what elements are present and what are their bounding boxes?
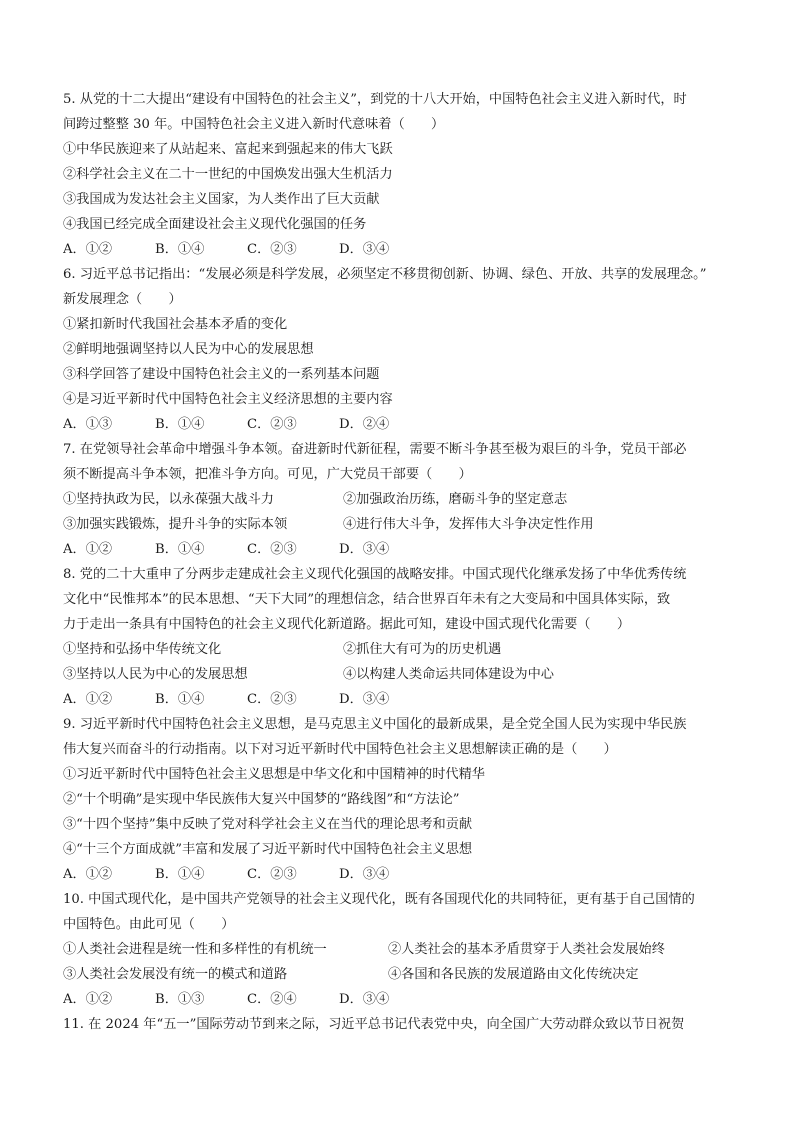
statement: ④以构建人类命运共同体建设为中心	[343, 667, 554, 682]
question-stem: 5. 从党的十二大提出“建设有中国特色的社会主义”，到党的十八大开始，中国特色社会主义进入新时代，时	[63, 92, 687, 107]
statement-row	[63, 487, 740, 512]
option-b: B．①④	[155, 867, 205, 882]
exam-page	[63, 87, 740, 1037]
statement: ①坚持执政为民，以永葆强大战斗力	[63, 492, 274, 507]
statement: ②人类社会的基本矛盾贯穿于人类社会发展始终	[388, 942, 665, 957]
statement: ③加强实践锻炼，提升斗争的实际本领	[63, 517, 288, 532]
answer-options	[63, 237, 740, 262]
option-c: C．②③	[247, 867, 297, 882]
statement: ②抓住大有可为的历史机遇	[343, 642, 502, 657]
statement: ④各国和各民族的发展道路由文化传统决定	[388, 967, 639, 982]
statement-row	[63, 962, 740, 987]
option-d: D．③④	[339, 542, 390, 557]
question-9	[63, 712, 740, 887]
question-stem: 间跨过整整 30 年。中国特色社会主义进入新时代意味着（ ）	[63, 117, 445, 132]
question-11	[63, 1012, 740, 1037]
question-stem: 8. 党的二十大重申了分两步走建成社会主义现代化强国的战略安排。中国式现代化继承发扬了中华优秀传统	[63, 567, 687, 582]
option-b: B．①④	[155, 242, 205, 257]
option-c: C．②④	[247, 992, 297, 1007]
statement: ①紧扣新时代我国社会基本矛盾的变化	[63, 317, 288, 332]
question-stem: 新发展理念（ ）	[63, 292, 182, 307]
option-d: D．②④	[339, 417, 390, 432]
statement-row	[63, 937, 740, 962]
question-stem: 文化中“民惟邦本”的民本思想、“天下大同”的理想信念，结合世界百年未有之大变局和中国具体实际，致	[63, 592, 671, 607]
option-c: C．②③	[247, 692, 297, 707]
statement: ④进行伟大斗争，发挥伟大斗争决定性作用	[343, 517, 594, 532]
answer-options	[63, 687, 740, 712]
answer-options	[63, 987, 740, 1012]
option-b: B．①④	[155, 417, 205, 432]
statement: ②加强政治历练，磨砺斗争的坚定意志	[343, 492, 568, 507]
question-stem: 10. 中国式现代化，是中国共产党领导的社会主义现代化，既有各国现代化的共同特征，更有基于自己国情的	[63, 892, 695, 907]
question-8	[63, 562, 740, 712]
option-b: B．①④	[155, 692, 205, 707]
statement: ③科学回答了建设中国特色社会主义的一系列基本问题	[63, 367, 380, 382]
option-d: D．③④	[339, 867, 390, 882]
option-c: C．②③	[247, 242, 297, 257]
statement-row	[63, 637, 740, 662]
question-stem: 9. 习近平新时代中国特色社会主义思想，是马克思主义中国化的最新成果，是全党全国人民为实现中华民族	[63, 717, 687, 732]
statement: ②“十个明确”是实现中华民族伟大复兴中国梦的“路线图”和“方法论”	[63, 792, 460, 807]
statement: ①中华民族迎来了从站起来、富起来到强起来的伟大飞跃	[63, 142, 393, 157]
question-stem: 力于走出一条具有中国特色的社会主义现代化新道路。据此可知，建设中国式现代化需要（ ）	[63, 617, 631, 632]
option-b: B．①③	[155, 992, 205, 1007]
option-a: A．①②	[63, 542, 113, 557]
question-stem: 7. 在党领导社会革命中增强斗争本领。奋进新时代新征程，需要不断斗争甚至极为艰巨的斗争，党员干部必	[63, 442, 687, 457]
question-stem: 11. 在 2024 年“五一”国际劳动节到来之际，习近平总书记代表党中央，向全国广大劳动群众致以节日祝贺	[63, 1017, 685, 1032]
option-a: A．①②	[63, 867, 113, 882]
question-7	[63, 437, 740, 562]
question-stem: 须不断提高斗争本领，把准斗争方向。可见，广大党员干部要（ ）	[63, 467, 472, 482]
option-b: B．①④	[155, 542, 205, 557]
question-stem: 6. 习近平总书记指出：“发展必须是科学发展，必须坚定不移贯彻创新、协调、绿色、开放、共享的发展理念。”	[63, 267, 707, 282]
statement: ③坚持以人民为中心的发展思想	[63, 667, 248, 682]
statement: ①习近平新时代中国特色社会主义思想是中华文化和中国精神的时代精华	[63, 767, 485, 782]
answer-options	[63, 412, 740, 437]
answer-options	[63, 537, 740, 562]
statement: ③“十四个坚持”集中反映了党对科学社会主义在当代的理论思考和贡献	[63, 817, 473, 832]
statement: ③人类社会发展没有统一的模式和道路	[63, 967, 288, 982]
question-stem: 中国特色。由此可见（ ）	[63, 917, 235, 932]
option-d: D．③④	[339, 242, 390, 257]
statement: ①人类社会进程是统一性和多样性的有机统一	[63, 942, 327, 957]
statement: ③我国成为发达社会主义国家，为人类作出了巨大贡献	[63, 192, 380, 207]
statement: ②鲜明地强调坚持以人民为中心的发展思想	[63, 342, 314, 357]
statement-row	[63, 662, 740, 687]
option-a: A．①②	[63, 242, 113, 257]
option-a: A．①②	[63, 992, 113, 1007]
statement-row	[63, 512, 740, 537]
option-c: C．②③	[247, 417, 297, 432]
answer-options	[63, 862, 740, 887]
question-10	[63, 887, 740, 1012]
question-6	[63, 262, 740, 437]
statement: ④我国已经完成全面建设社会主义现代化强国的任务	[63, 217, 367, 232]
option-d: D．③④	[339, 692, 390, 707]
question-stem: 伟大复兴而奋斗的行动指南。以下对习近平新时代中国特色社会主义思想解读正确的是（ ）	[63, 742, 617, 757]
statement: ④是习近平新时代中国特色社会主义经济思想的主要内容	[63, 392, 393, 407]
statement: ④“十三个方面成就”丰富和发展了习近平新时代中国特色社会主义思想	[63, 842, 473, 857]
question-5	[63, 87, 740, 262]
option-d: D．③④	[339, 992, 390, 1007]
statement: ②科学社会主义在二十一世纪的中国焕发出强大生机活力	[63, 167, 393, 182]
option-c: C．②③	[247, 542, 297, 557]
option-a: A．①③	[63, 417, 113, 432]
option-a: A．①②	[63, 692, 113, 707]
statement: ①坚持和弘扬中华传统文化	[63, 642, 222, 657]
